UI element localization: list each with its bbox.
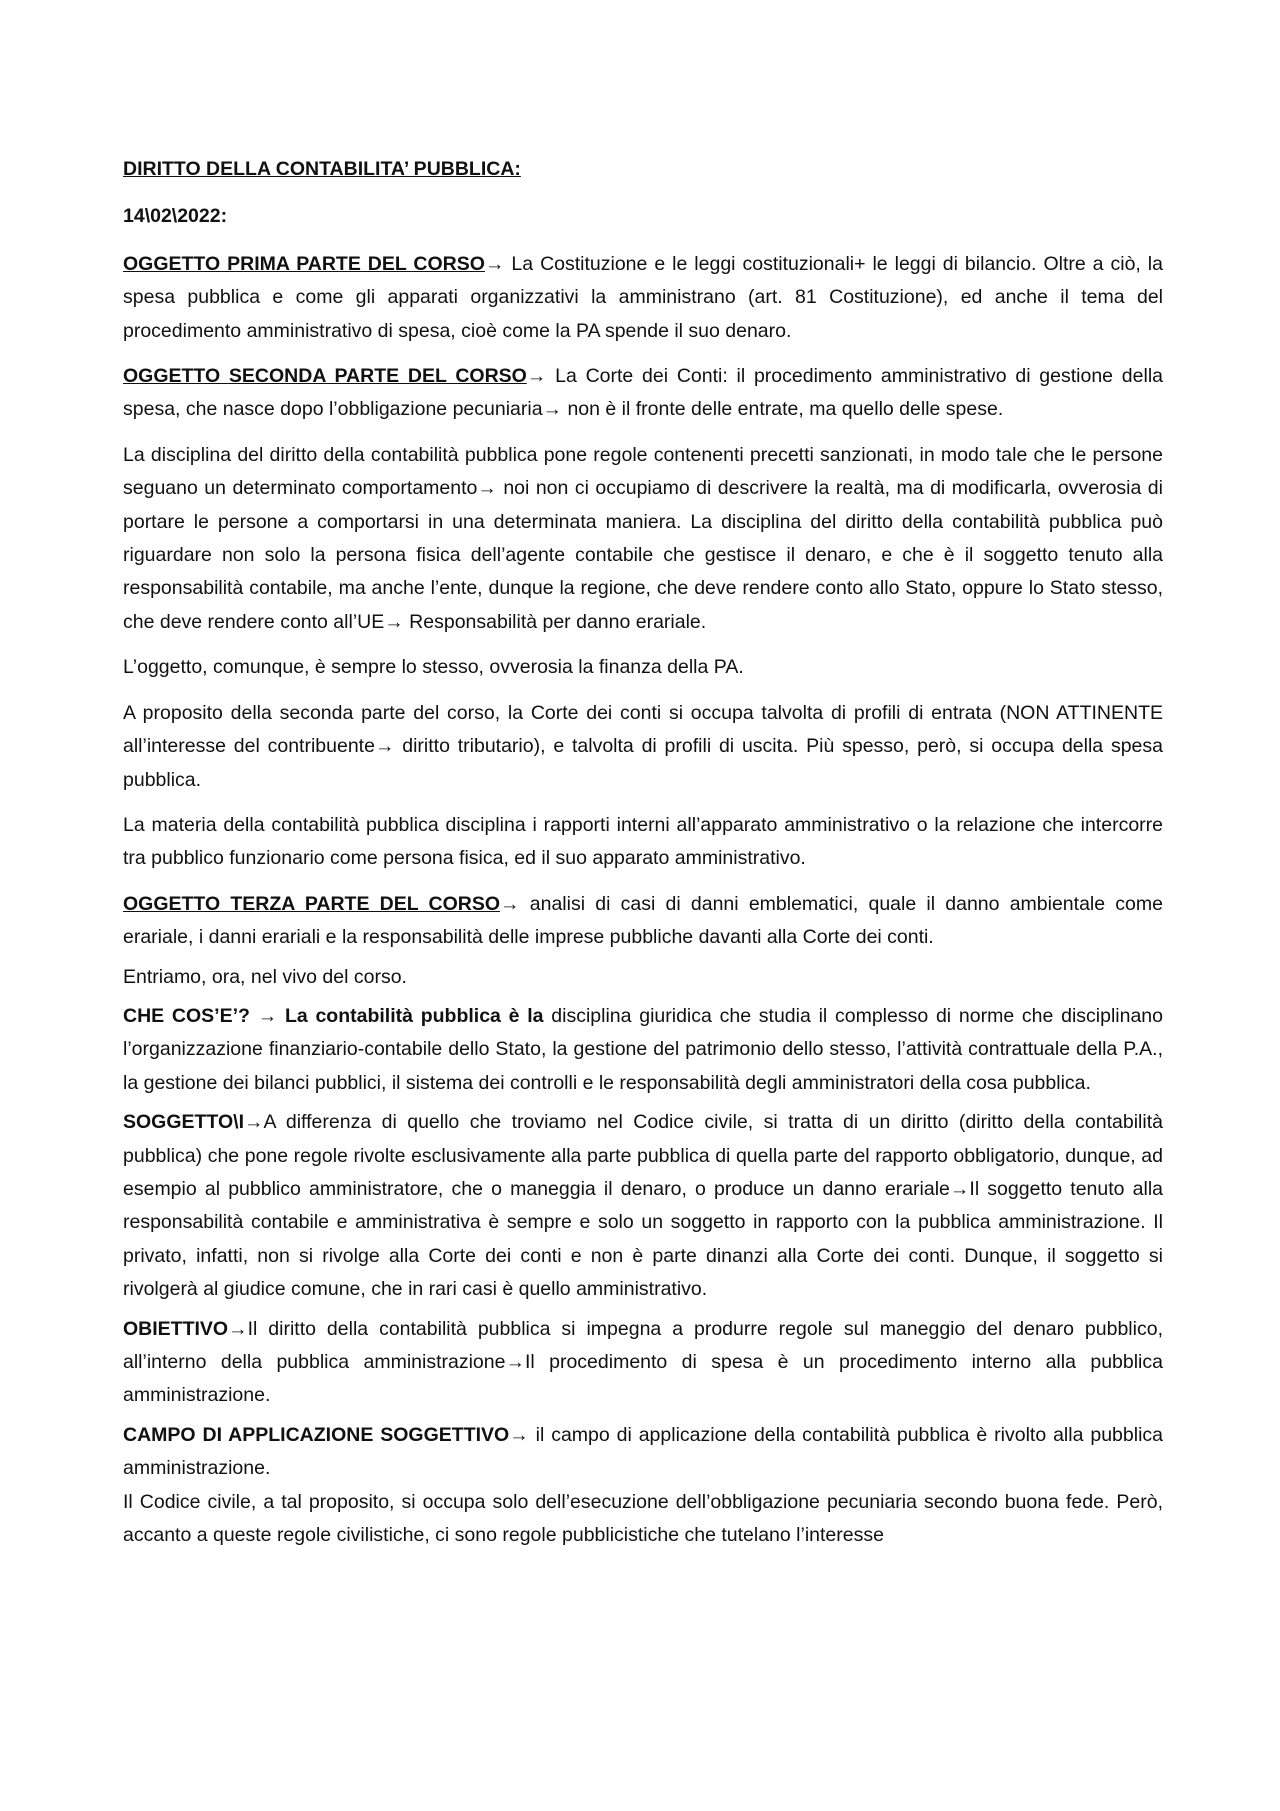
arrow-icon: →	[542, 398, 563, 421]
paragraph-text: La Corte dei Conti: il procedimento amministrativo di gestione della spesa, che nasce dopo l’obbligazione pecuniaria	[123, 365, 1164, 421]
paragraph-text: diritto tributario), e talvolta di profili di uscita. Più spesso, però, si occupa della spesa pubblica.	[123, 735, 1163, 791]
paragraph-seconda-parte-corte	[123, 697, 1163, 797]
paragraph-oggetto-seconda-parte	[123, 360, 1163, 427]
arrow-icon: →	[484, 252, 505, 275]
paragraph-oggetto-prima-parte	[123, 248, 1163, 348]
paragraph-text: Responsabilità per danno erariale.	[403, 610, 707, 633]
arrow-icon: →	[257, 1004, 278, 1027]
document-date: 14\02\2022:	[123, 205, 228, 228]
heading-soggetto: SOGGETTO\I	[123, 1111, 244, 1134]
paragraph-text: il campo di applicazione della contabilità pubblica è rivolto alla pubblica amministrazione.	[123, 1423, 1163, 1480]
paragraph-campo-applicazione	[123, 1419, 1163, 1486]
paragraph-text: Il diritto della contabilità pubblica si impegna a produrre regole sul maneggio del denaro pubblico, all’interno della pubblica amministrazione	[123, 1317, 1163, 1373]
arrow-icon: →	[384, 610, 404, 633]
heading-campo-applicazione: CAMPO DI APPLICAZIONE SOGGETTIVO	[123, 1423, 510, 1446]
heading-oggetto-prima-parte: OGGETTO PRIMA PARTE DEL CORSO	[123, 252, 485, 275]
arrow-icon: →	[505, 1351, 525, 1373]
paragraph-materia: La materia della contabilità pubblica disciplina i rapporti interni all’apparato amministrativo o la relazione che intercorre tra pubblico funzionario come persona fisica, ed il suo apparato amministrativo.	[123, 813, 1163, 870]
paragraph-bold-text: La contabilità pubblica è la	[277, 1004, 544, 1027]
paragraph-text: A differenza di quello che troviamo nel Codice civile, si tratta di un diritto (diritto della contabilità pubblica) che pone regole rivolte esclusivamente alla parte pubblica di quella parte del rapporto obbligatorio, dunque, ad esempio al pubblico amministratore, che o maneggia il denaro, o produce un danno erariale	[123, 1111, 1163, 1200]
paragraph-text: analisi di casi di danni emblematici, quale il danno ambientale come erariale, i danni erariali e la responsabilità delle imprese pubbliche davanti alla Corte dei conti.	[123, 892, 1163, 949]
heading-che-cose: CHE COS’E’?	[123, 1004, 250, 1027]
paragraph-text: La Costituzione e le leggi costituzionali+ le leggi di bilancio. Oltre a ciò, la spesa pubblica e come gli apparati organizzativi la amministrano (art. 81 Costituzione), ed anche il tema del procedimento amministrativo di spesa, cioè come la PA spende il suo denaro.	[123, 252, 1163, 342]
paragraph-disciplina	[123, 439, 1163, 639]
paragraph-soggetto	[123, 1106, 1163, 1306]
paragraph-text: La disciplina del diritto della contabilità pubblica pone regole contenenti precetti sanzionati, in modo tale che le persone seguano un determinato comportamento	[123, 443, 1163, 500]
paragraph-text: disciplina giuridica che studia il complesso di norme che disciplinano l’organizzazione finanziario-contabile dello Stato, la gestione del patrimonio dello stesso, l’attività contrattuale della P.A., la gestione dei bilanci pubblici, il sistema dei controlli e le responsabilità degli amministratori della cosa pubblica.	[123, 1004, 1164, 1094]
paragraph-text: A proposito della seconda parte del corso, la Corte dei conti si occupa talvolta di profili di entrata (NON ATTINENTE all’interesse del contribuente	[123, 701, 1163, 758]
paragraph-obiettivo	[123, 1313, 1163, 1413]
heading-oggetto-seconda-parte: OGGETTO SECONDA PARTE DEL CORSO	[123, 365, 527, 388]
paragraph-text: noi non ci occupiamo di descrivere la realtà, ma di modificarla, ovverosia di portare le persone a comportarsi in una determinata maniera. La disciplina del diritto della contabilità pubblica può riguardare non solo la persona fisica dell’agente contabile che gestisce il denaro, e che è il soggetto tenuto alla responsabilità contabile, ma anche l’ente, dunque la regione, che deve rendere conto allo Stato, oppure lo Stato stesso, che deve rendere conto all’UE	[123, 477, 1163, 633]
arrow-icon: →	[509, 1423, 529, 1446]
arrow-icon: →	[244, 1111, 264, 1134]
arrow-icon: →	[500, 892, 520, 915]
arrow-icon: →	[949, 1177, 970, 1200]
arrow-icon: →	[374, 735, 395, 758]
paragraph-text: Il procedimento di spesa è un procedimento interno alla pubblica amministrazione.	[123, 1351, 1163, 1407]
heading-oggetto-terza-parte: OGGETTO TERZA PARTE DEL CORSO	[123, 892, 501, 915]
arrow-icon: →	[526, 365, 547, 388]
paragraph-che-cose	[123, 1000, 1163, 1100]
paragraph-oggetto-terza-parte	[123, 888, 1163, 955]
arrow-icon: →	[228, 1317, 248, 1340]
document-page	[123, 153, 1163, 1564]
document-title: DIRITTO DELLA CONTABILITA’ PUBBLICA:	[123, 158, 521, 180]
paragraph-text: Il soggetto tenuto alla responsabilità contabile e amministrativa è sempre e solo un soggetto in rapporto con la pubblica amministrazione. Il privato, infatti, non si rivolge alla Corte dei conti e non è parte dinanzi alla Corte dei conti. Dunque, il soggetto si rivolgerà al giudice comune, che in rari casi è quello amministrativo.	[123, 1177, 1164, 1301]
arrow-icon: →	[477, 477, 497, 500]
paragraph-oggetto-finanza: L’oggetto, comunque, è sempre lo stesso, ovverosia la finanza della PA.	[123, 656, 744, 679]
paragraph-entriamo: Entriamo, ora, nel vivo del corso.	[123, 965, 407, 988]
heading-obiettivo: OBIETTIVO	[123, 1317, 229, 1340]
paragraph-text: non è il fronte delle entrate, ma quello delle spese.	[562, 398, 1004, 421]
paragraph-codice-civile: Il Codice civile, a tal proposito, si occupa solo dell’esecuzione dell’obbligazione pecuniaria secondo buona fede. Però, accanto a queste regole civilistiche, ci sono regole pubblicistiche che tutelano l’interesse	[123, 1490, 1163, 1547]
